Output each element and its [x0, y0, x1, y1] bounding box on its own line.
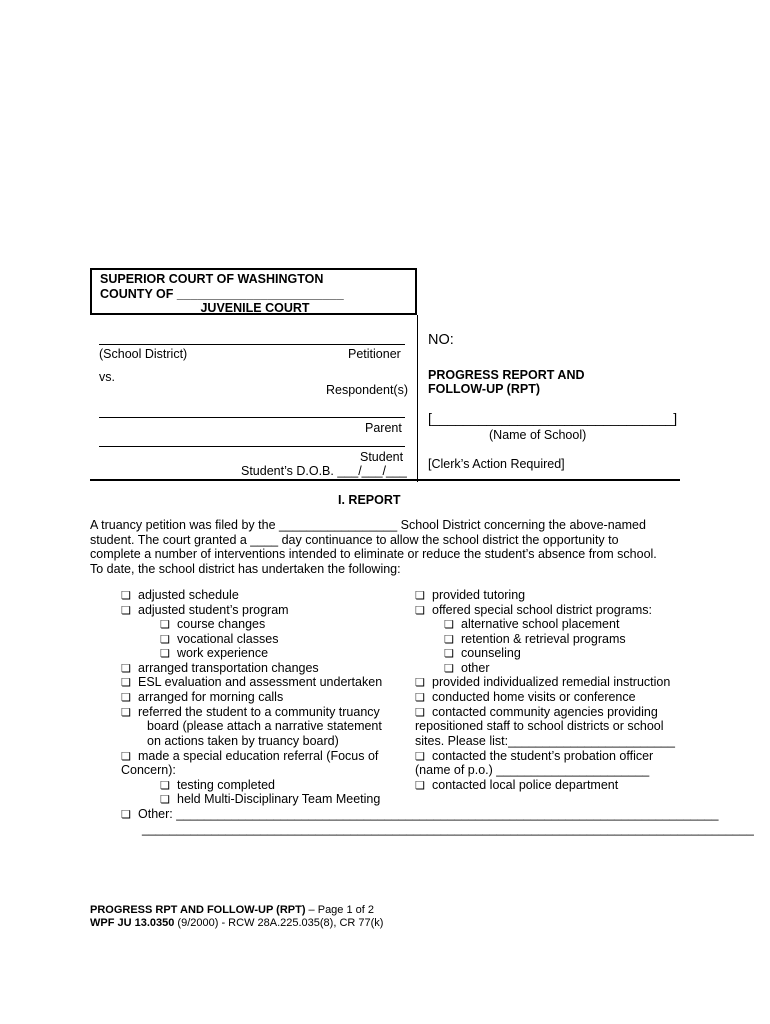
footer-line2 — [90, 917, 383, 930]
checkbox-icon[interactable]: ❏ — [121, 605, 131, 617]
checkbox-icon[interactable]: ❏ — [121, 751, 131, 763]
item-community-agencies: ❏ contacted community agencies providing — [415, 705, 658, 719]
report-paragraph: A truancy petition was filed by the _________________ School District concerning the above-named student. The court granted a ____ day continuance to allow the school district the opportunity to complete a number of interventions intended to eliminate or reduce the student’s absence from school. To date, the school district has undertaken the following: — [90, 518, 657, 576]
item-counseling: ❏ counseling — [444, 646, 521, 660]
checkbox-icon[interactable]: ❏ — [160, 634, 170, 646]
item-home-visits: ❏ conducted home visits or conference — [415, 690, 636, 704]
court-caption-box — [90, 268, 417, 315]
item-special-programs: ❏ offered special school district programs: — [415, 603, 653, 617]
school-name-label: (Name of School) — [489, 428, 587, 442]
case-number-label: NO: — [428, 332, 454, 348]
item-course-changes: ❏ course changes — [160, 617, 266, 631]
petitioner-label: Petitioner — [348, 347, 401, 361]
checkbox-icon[interactable]: ❏ — [444, 648, 454, 660]
vs-label: vs. — [99, 370, 115, 384]
footer-title: PROGRESS RPT AND FOLLOW-UP (RPT) — [90, 904, 306, 916]
checkbox-icon[interactable]: ❏ — [444, 634, 454, 646]
form-title-line2: FOLLOW-UP (RPT) — [428, 382, 540, 396]
footer-form-number: WPF JU 13.0350 — [90, 917, 175, 929]
parent-line — [99, 417, 405, 418]
item-police: ❏ contacted local police department — [415, 778, 619, 792]
item-other-program: ❏ other — [444, 661, 490, 675]
page-footer — [90, 904, 383, 930]
item-probation-officer: ❏ contacted the student’s probation officer — [415, 749, 654, 763]
checkbox-icon[interactable]: ❏ — [415, 677, 425, 689]
item-mdt-meeting: ❏ held Multi-Disciplinary Team Meeting — [160, 792, 381, 806]
footer-page: – Page 1 of 2 — [305, 904, 374, 916]
footer-citation: (9/2000) - RCW 28A.225.035(8), CR 77(k) — [174, 917, 384, 929]
checkbox-icon[interactable]: ❏ — [444, 663, 454, 675]
court-name: SUPERIOR COURT OF WASHINGTON — [100, 272, 324, 286]
checkbox-icon[interactable]: ❏ — [415, 707, 425, 719]
item-alternative-placement: ❏ alternative school placement — [444, 617, 620, 631]
caption-divider — [417, 315, 418, 482]
checkbox-icon[interactable]: ❏ — [415, 780, 425, 792]
student-line — [99, 446, 405, 447]
truancy-line3: on actions taken by truancy board) — [147, 734, 339, 748]
truancy-line2: board (please attach a narrative statement — [147, 719, 382, 733]
checkbox-icon[interactable]: ❏ — [160, 619, 170, 631]
checkbox-icon[interactable]: ❏ — [160, 648, 170, 660]
community-line3: sites. Please list:________________________ — [415, 734, 675, 748]
item-morning-calls: ❏ arranged for morning calls — [121, 690, 284, 704]
caption-bottom-rule — [90, 479, 680, 481]
student-dob: Student’s D.O.B. ___/___/___ — [241, 464, 407, 478]
other-line2: ________________________________________________________________________________________ — [142, 822, 754, 836]
item-adjusted-schedule: ❏ adjusted schedule — [121, 588, 239, 602]
item-transportation: ❏ arranged transportation changes — [121, 661, 319, 675]
checkbox-icon[interactable]: ❏ — [160, 794, 170, 806]
item-vocational-classes: ❏ vocational classes — [160, 632, 279, 646]
item-work-experience: ❏ work experience — [160, 646, 269, 660]
probation-line2: (name of p.o.) ______________________ — [415, 763, 650, 777]
section-heading: I. REPORT — [338, 493, 401, 507]
checkbox-icon[interactable]: ❏ — [121, 707, 131, 719]
respondents-label: Respondent(s) — [326, 383, 408, 397]
footer-line1 — [90, 904, 383, 917]
item-retention: ❏ retention & retrieval programs — [444, 632, 626, 646]
item-truancy-board: ❏ referred the student to a community truancy — [121, 705, 380, 719]
item-tutoring: ❏ provided tutoring — [415, 588, 526, 602]
school-district-line — [99, 344, 405, 345]
parent-label: Parent — [365, 421, 402, 435]
clerk-action: [Clerk’s Action Required] — [428, 457, 565, 471]
item-esl: ❏ ESL evaluation and assessment undertaken — [121, 675, 383, 689]
checkbox-icon[interactable]: ❏ — [415, 692, 425, 704]
checkbox-icon[interactable]: ❏ — [121, 809, 131, 821]
item-testing-completed: ❏ testing completed — [160, 778, 275, 792]
checkbox-icon[interactable]: ❏ — [121, 692, 131, 704]
item-special-ed: ❏ made a special education referral (Focus of — [121, 749, 379, 763]
item-other: ❏ Other: ______________________________________________________________________________ — [121, 807, 719, 821]
juvenile-court: JUVENILE COURT — [200, 301, 310, 315]
item-remedial: ❏ provided individualized remedial instruction — [415, 675, 671, 689]
checkbox-icon[interactable]: ❏ — [160, 780, 170, 792]
checkbox-icon[interactable]: ❏ — [444, 619, 454, 631]
item-adjusted-program: ❏ adjusted student’s program — [121, 603, 289, 617]
special-ed-line2: Concern): — [121, 763, 176, 777]
checkbox-icon[interactable]: ❏ — [121, 590, 131, 602]
checkbox-icon[interactable]: ❏ — [415, 605, 425, 617]
county-line: COUNTY OF ________________________ — [100, 287, 344, 301]
checkbox-icon[interactable]: ❏ — [415, 590, 425, 602]
form-title-line1: PROGRESS REPORT AND — [428, 368, 585, 382]
checkbox-icon[interactable]: ❏ — [121, 677, 131, 689]
school-district-label: (School District) — [99, 347, 188, 361]
student-label: Student — [360, 450, 404, 464]
school-name-field: [_______________________________] — [428, 410, 678, 426]
community-line2: repositioned staff to school districts or school — [415, 719, 664, 733]
checkbox-icon[interactable]: ❏ — [121, 663, 131, 675]
checkbox-icon[interactable]: ❏ — [415, 751, 425, 763]
